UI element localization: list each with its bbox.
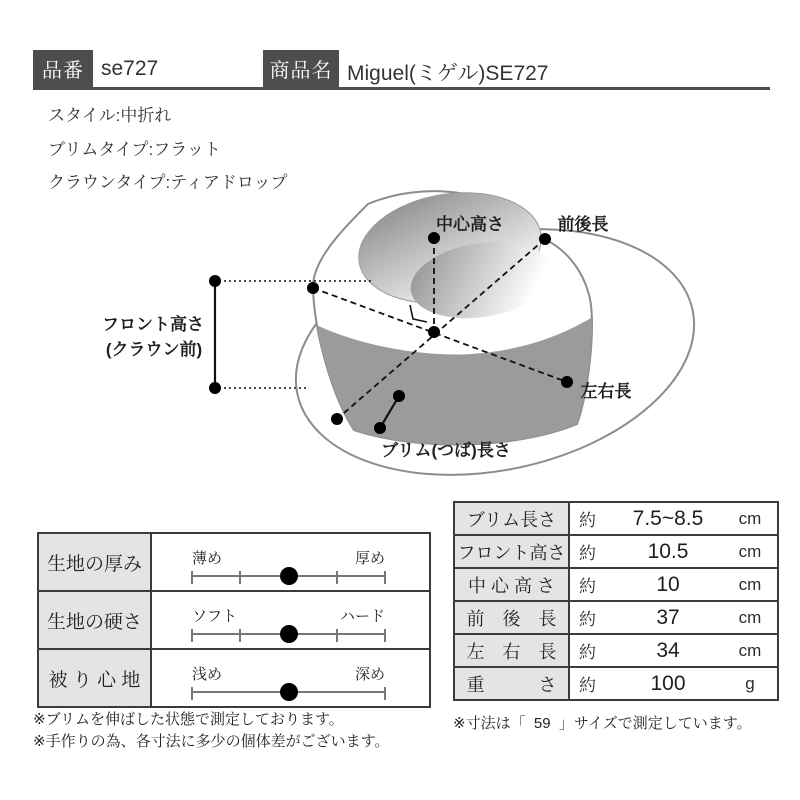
size-row-brim [455,503,777,536]
spec-style: スタイル:中折れ [48,106,172,125]
spec-brim-type: ブリムタイプ:フラット [48,139,221,159]
size-unit: cm [738,607,762,627]
slider-track [192,575,385,577]
feature-slider [152,650,429,706]
size-value: 34 [656,638,680,662]
slider-track [192,633,385,635]
feature-slider [152,592,429,648]
spec-lines [48,99,288,200]
size-table [453,501,779,701]
size-value: 10 [656,572,680,596]
feature-label: 生地の厚み [39,534,152,590]
size-value: 10.5 [647,539,689,563]
footnote-measured-extended: ※ブリムを伸ばした状態で測定しております。 [33,711,344,728]
feature-row-fit [39,650,429,706]
size-approx: 約 [579,511,596,530]
feature-label: 生地の硬さ [39,592,152,648]
slider-min-label: 薄め [192,550,223,567]
size-unit: g [745,673,755,693]
size-row-center-height [455,569,777,602]
footnote-handmade: ※手作りの為、各寸法に多少の個体差がございます。 [33,732,390,750]
size-approx: 約 [579,676,596,695]
size-label: フロント高さ [455,536,570,567]
slider-min-label: ソフト [192,608,238,625]
size-label: 重 さ [455,668,570,699]
size-row-front-back [455,602,777,635]
spec-crown-type: クラウンタイプ:ティアドロップ [48,173,288,192]
slider-min-label: 浅め [192,666,223,683]
hat-measurement-diagram [90,188,710,490]
feature-row-thickness [39,534,429,592]
size-unit: cm [738,640,762,660]
front-back-label: 前後長 [557,215,609,234]
slider-dot [280,683,298,701]
size-row-weight [455,668,777,699]
product-name-label: 商品名 [263,50,339,87]
hat-illustration [90,188,710,485]
product-number-label: 品番 [33,50,93,87]
product-name-value: Miguel(ミゲル)SE727 [347,62,549,85]
slider-max-label: 厚め [354,550,385,567]
feature-label: 被 り 心 地 [39,650,152,706]
size-value: 7.5~8.5 [632,506,704,530]
footnote-size-basis: ※寸法は「 59 」サイズで測定しています。 [453,715,752,732]
size-label: 中 心 高 さ [455,569,570,600]
fabric-feature-table [37,532,431,708]
size-label: 左 右 長 [455,635,570,666]
left-right-label: 左右長 [580,382,632,401]
product-number-value: se727 [101,57,159,80]
size-value: 37 [656,605,680,629]
slider-max-label: ハード [339,608,385,625]
size-approx: 約 [579,643,596,662]
slider-dot [280,567,298,585]
size-label: 前 後 長 [455,602,570,633]
front-height-label-line1: フロント高さ [102,315,204,334]
footnotes-left [33,709,389,752]
slider-dot [280,625,298,643]
size-row-front-height [455,536,777,569]
slider-max-label: 深め [354,666,385,683]
size-row-left-right [455,635,777,668]
product-header [33,50,770,90]
center-height-label: 中心高さ [436,215,504,234]
size-value: 100 [650,671,686,695]
size-label: ブリム長さ [455,503,570,534]
size-unit: cm [738,541,762,561]
size-approx: 約 [579,577,596,596]
brim-length-label: ブリム(つば)長さ [381,441,511,460]
size-approx: 約 [579,610,596,629]
feature-slider [152,534,429,590]
front-height-label-line2: (クラウン前) [105,340,203,359]
size-unit: cm [738,508,762,528]
feature-row-stiffness [39,592,429,650]
slider-track [192,691,385,693]
size-approx: 約 [579,544,596,563]
size-unit: cm [738,574,762,594]
